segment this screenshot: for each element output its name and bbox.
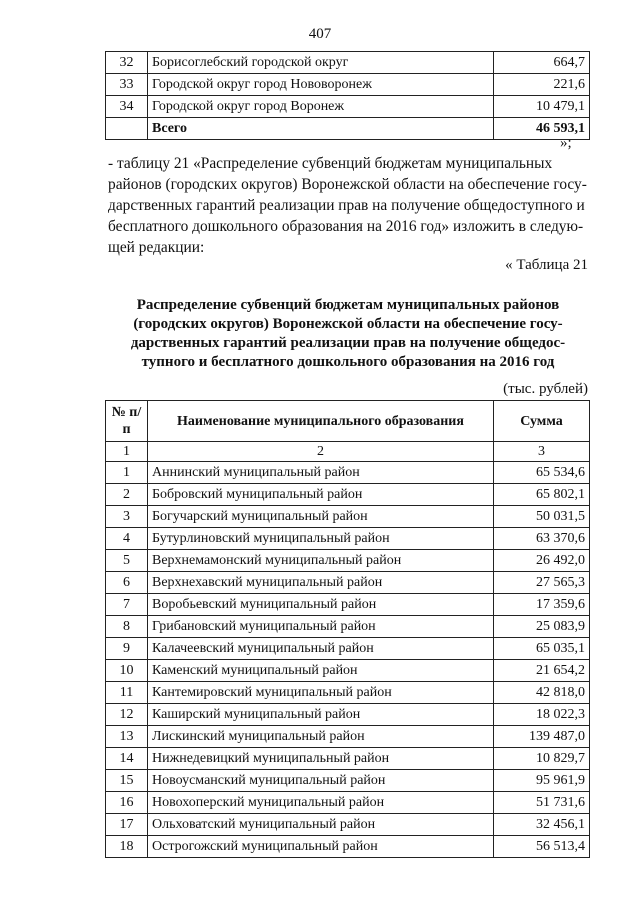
subsidy-table (105, 400, 590, 858)
row-number: 17 (106, 814, 148, 836)
table-label: « Таблица 21 (505, 257, 588, 273)
table-row (106, 638, 590, 660)
table-row (106, 660, 590, 682)
row-name: Верхнехавский муниципальный район (148, 572, 494, 594)
row-number: 5 (106, 550, 148, 572)
row-sum: 10 829,7 (494, 748, 590, 770)
row-number: 34 (106, 96, 148, 118)
table-row (106, 96, 590, 118)
row-sum: 42 818,0 (494, 682, 590, 704)
row-name: Новоусманский муниципальный район (148, 770, 494, 792)
row-name: Каменский муниципальный район (148, 660, 494, 682)
row-name: Богучарский муниципальный район (148, 506, 494, 528)
row-sum: 65 035,1 (494, 638, 590, 660)
title-line: тупного и бесплатного дошкольного образования на 2016 год (141, 354, 555, 370)
row-name: Грибановский муниципальный район (148, 616, 494, 638)
row-number: 14 (106, 748, 148, 770)
column-index: 1 (106, 442, 148, 462)
table-row (106, 814, 590, 836)
table-row (106, 726, 590, 748)
table-row (106, 704, 590, 726)
row-name: Воробьевский муниципальный район (148, 594, 494, 616)
table-row (106, 572, 590, 594)
title-line: дарственных гарантий реализации прав на получение общедос- (130, 335, 566, 351)
row-sum: 27 565,3 (494, 572, 590, 594)
header-num: № п/п (106, 401, 148, 442)
row-name: Городской округ город Воронеж (148, 96, 494, 118)
paragraph-line: щей редакции: (108, 239, 205, 256)
table-row (106, 74, 590, 96)
row-name: Нижнедевицкий муниципальный район (148, 748, 494, 770)
row-sum: 26 492,0 (494, 550, 590, 572)
row-number: 2 (106, 484, 148, 506)
total-label: Всего (148, 118, 494, 140)
row-sum: 95 961,9 (494, 770, 590, 792)
title-line: (городских округов) Воронежской области на обеспечение госу- (133, 316, 563, 332)
header-name: Наименование муниципального образования (148, 401, 494, 442)
total-empty-cell (106, 118, 148, 140)
row-number: 7 (106, 594, 148, 616)
paragraph-line: районов (городских округов) Воронежской области на обеспечение госу- (108, 176, 587, 193)
row-name: Аннинский муниципальный район (148, 462, 494, 484)
total-sum: 46 593,1 (494, 118, 590, 140)
row-name: Кантемировский муниципальный район (148, 682, 494, 704)
table-title (108, 296, 588, 372)
row-sum: 25 083,9 (494, 616, 590, 638)
table-row (106, 682, 590, 704)
row-sum: 50 031,5 (494, 506, 590, 528)
row-name: Борисоглебский городской округ (148, 52, 494, 74)
row-sum: 63 370,6 (494, 528, 590, 550)
row-number: 1 (106, 462, 148, 484)
table-row (106, 616, 590, 638)
paragraph-line: бесплатного дошкольного образования на 2016 год» изложить в следую- (108, 218, 584, 235)
title-line: Распределение субвенций бюджетам муниципальных районов (136, 297, 560, 313)
row-name: Бутурлиновский муниципальный район (148, 528, 494, 550)
paragraph-line: дарственных гарантий реализации прав на получение общедоступного и (108, 197, 585, 214)
row-sum: 21 654,2 (494, 660, 590, 682)
row-sum: 221,6 (494, 74, 590, 96)
row-name: Ольховатский муниципальный район (148, 814, 494, 836)
column-index: 2 (148, 442, 494, 462)
table-row (106, 550, 590, 572)
row-sum: 139 487,0 (494, 726, 590, 748)
row-number: 6 (106, 572, 148, 594)
total-row (106, 118, 590, 140)
units-label: (тыс. рублей) (503, 381, 588, 397)
row-number: 32 (106, 52, 148, 74)
header-sum: Сумма (494, 401, 590, 442)
row-number: 18 (106, 836, 148, 858)
row-number: 3 (106, 506, 148, 528)
row-sum: 17 359,6 (494, 594, 590, 616)
table-row (106, 594, 590, 616)
row-number: 33 (106, 74, 148, 96)
row-name: Верхнемамонский муниципальный район (148, 550, 494, 572)
table-row (106, 52, 590, 74)
row-sum: 65 534,6 (494, 462, 590, 484)
row-sum: 32 456,1 (494, 814, 590, 836)
row-sum: 56 513,4 (494, 836, 590, 858)
table-row (106, 462, 590, 484)
row-number: 4 (106, 528, 148, 550)
row-name: Лискинский муниципальный район (148, 726, 494, 748)
row-name: Острогожский муниципальный район (148, 836, 494, 858)
row-name: Городской округ город Нововоронеж (148, 74, 494, 96)
row-number: 11 (106, 682, 148, 704)
table-row (106, 792, 590, 814)
table-row (106, 528, 590, 550)
row-sum: 51 731,6 (494, 792, 590, 814)
table-row (106, 506, 590, 528)
row-number: 9 (106, 638, 148, 660)
table-row (106, 836, 590, 858)
table-row (106, 484, 590, 506)
row-name: Калачеевский муниципальный район (148, 638, 494, 660)
row-number: 12 (106, 704, 148, 726)
header-row (106, 401, 590, 442)
table-row (106, 748, 590, 770)
page-number: 407 (308, 26, 332, 42)
row-sum: 65 802,1 (494, 484, 590, 506)
row-name: Каширский муниципальный район (148, 704, 494, 726)
row-sum: 10 479,1 (494, 96, 590, 118)
row-name: Новохоперский муниципальный район (148, 792, 494, 814)
row-number: 8 (106, 616, 148, 638)
amendment-paragraph (108, 153, 588, 258)
column-index: 3 (494, 442, 590, 462)
row-sum: 18 022,3 (494, 704, 590, 726)
paragraph-line: - таблицу 21 «Распределение субвенций бюджетам муниципальных (108, 155, 553, 172)
closing-quote: »; (560, 135, 572, 151)
row-name: Бобровский муниципальный район (148, 484, 494, 506)
table-row (106, 770, 590, 792)
row-sum: 664,7 (494, 52, 590, 74)
row-number: 15 (106, 770, 148, 792)
continued-table (105, 51, 590, 140)
column-index-row (106, 442, 590, 462)
row-number: 16 (106, 792, 148, 814)
row-number: 10 (106, 660, 148, 682)
row-number: 13 (106, 726, 148, 748)
